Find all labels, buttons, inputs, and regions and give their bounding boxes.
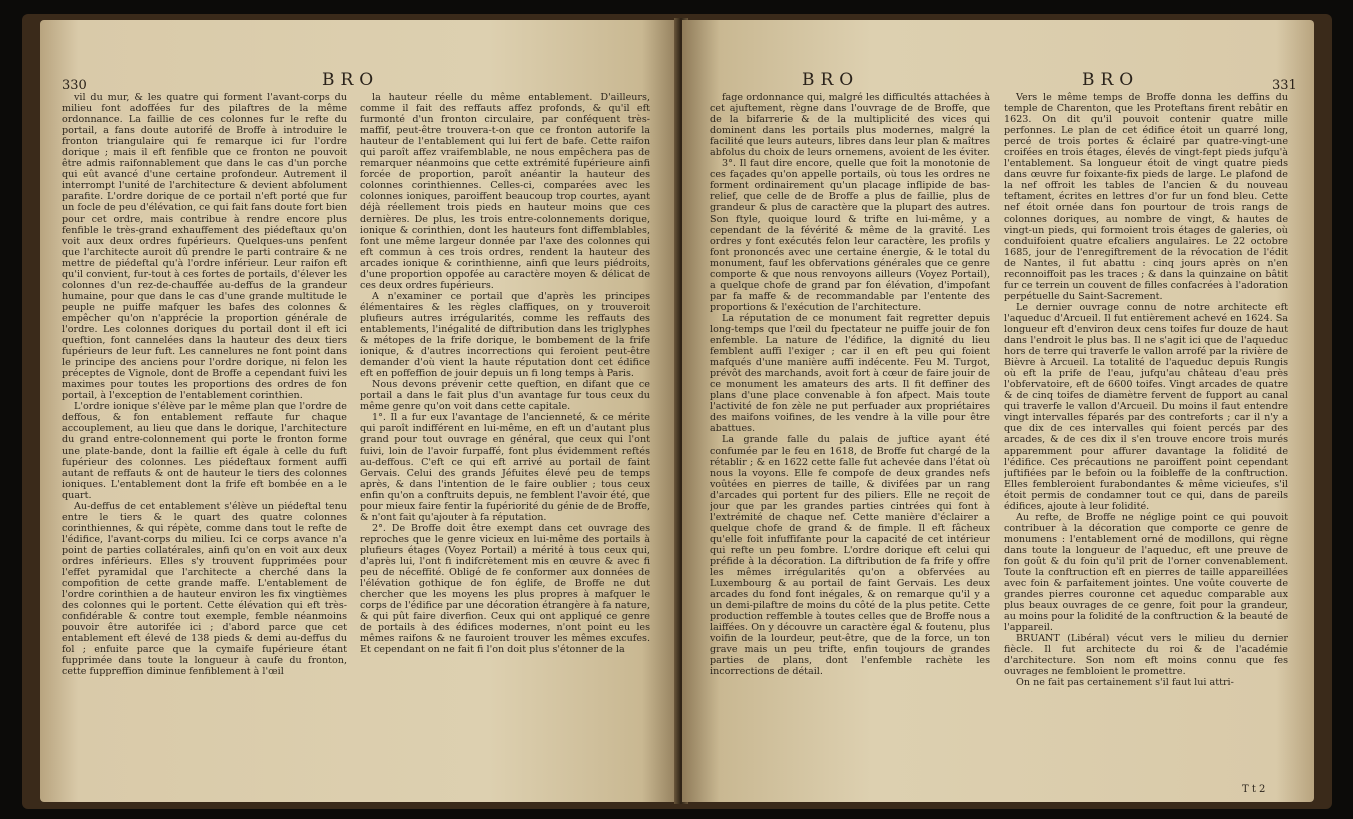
paragraph: Vers le même temps de Broffe donna les deffins du temple de Charenton, que les Proteftans firent rebâtir en 1623. On dit qu'il pouvoit contenir quatre mille perfonnes. Le plan de cet édifice étoit un quarré long, percé de trois portes & éclairé par quatre-vingt-une croifées en trois étages, élevés de vingt-fept pieds jufqu'à l'entablement. Sa longueur étoit de vingt quatre pieds dans œuvre fur foixante-fix pieds de large. Le plafond de la nef offroit les tables de l'ancien & du nouveau teftament, écrites en lettres d'or fur un fond bleu. Cette nef étoit ornée dans fon pourtour de trois rangs de colonnes doriques, au nombre de vingt, & hautes de vingt-un pieds, qui formoient trois étages de galeries, où conduifoient quatre efcaliers angulaires. Le 22 octobre 1685, jour de l'enregiftrement de la révocation de l'édit de Nantes, il fut abattu : cinq jours après on n'en reconnoiffoit pas les traces ; & dans la quinzaine on bâtit fur ce terrein un couvent de filles confacrées à l'adoration perpétuelle du Saint-Sacrement. (1004, 92, 1288, 302)
running-header-right-a: BRO (802, 70, 860, 90)
paragraph: 2°. De Broffe doit être exempt dans cet ouvrage des reproches que le genre vicieux en lui-même des portails à plufieurs étages (Voyez Portail) a mérité à tous ceux qui, d'après lui, l'ont fi indifcrètement mis en œuvre & avec fi peu de néceffité. Obligé de fe conformer aux données de l'élévation gothique de fon églife, de Broffe ne dut chercher que les moyens les plus propres à mafquer le corps de l'édifice par une décoration étrangère à fa nature, & qui pût faire diverfion. Ceux qui ont appliqué ce genre de portails à des édifices modernes, n'ont point eu les mêmes raifons & ne fauroient trouver les mêmes excufes. Et cependant on ne fait fi l'on doit plus s'étonner de la (360, 522, 650, 656)
paragraph: L'ordre ionique s'élève par le même plan que l'ordre de deffous, & fon entablement reffaute fur chaque accouplement, au lieu que dans le dorique, l'architecture du grand entre-colonnement qui porte le fronton forme une plate-bande, dont la faillie eft égale à celle du fuft fupérieur des colonnes. Les piédeftaux forment auffi autant de reffauts & ont de hauteur le tiers des colonnes ioniques. L'entablement dont la frife eft bombée en a le quart. (62, 401, 347, 501)
paragraph: 3°. Il faut dire encore, quelle que foit la monotonie de ces façades qu'on appelle portails, où tous les ordres ne forment ordinairement qu'un placage inflipide de bas-relief, que celle de de Broffe a plus de faillie, plus de grandeur & plus de caractère que la plupart des autres. Son ftyle, quoique lourd & trifte en lui-même, y a cependant de la févérité & même de la gravité. Les ordres y font exécutés felon leur caractère, les profils y font prononcés avec une certaine énergie, & le total du monument, fauf les obfervations générales que ce genre comporte & que nous renvoyons ailleurs (Voyez Portail), a quelque chofe de grand par fon élévation, d'impofant par fa maffe & de recommandable par l'entente des proportions & l'exécution de l'architecture. (710, 158, 990, 313)
paragraph: A n'examiner ce portail que d'après les principes élémentaires & les règles claffiques, on y trouveroit plufieurs autres irrégularités, comme les reffauts des entablements, l'inégalité de diftribution dans les triglyphes & métopes de la frife dorique, le bombement de la frife ionique, & d'autres incorrections qui feroient peut-être demander d'où vient la haute réputation dont cet édifice eft en poffeffion de jouir depuis un fi long temps à Paris. (360, 290, 650, 380)
paragraph: Le dernier ouvrage connu de notre architecte eft l'aqueduc d'Arcueil. Il fut entièrement achevé en 1624. Sa longueur eft d'environ deux cens toifes fur douze de haut dans l'endroit le plus bas. Il ne s'agit ici que de l'aqueduc hors de terre qui traverfe le vallon arrofé par la rivière de Bièvre à Arcueil. La totalité de l'aqueduc depuis Rungis où eft la prife de l'eau, jufqu'au château d'eau près l'obfervatoire, eft de 6600 toifes. Vingt arcades de quatre & de cinq toifes de diamètre fervent de fupport au canal qui traverfe le vallon d'Arcueil. Du moins il faut entendre vingt intervalles féparés par des contreforts ; car il n'y a que dix de ces intervalles qui foient percés par des arcades, & de ces dix il s'en trouve encore trois murés apparemment pour affurer davantage la folidité de l'édifice. Ces précautions ne paroiffent point cependant juftifiées par le befoin ou la foibleffe de la conftruction. Elles fembleroient furabondantes & même vicieufes, s'il étoit permis de condamner tout ce qui, dans de pareils édifices, ajoute à leur folidité. (1004, 301, 1288, 512)
left-column-2 (360, 92, 650, 782)
paragraph: la hauteur réelle du même entablement. D'ailleurs, comme il fait des reffauts affez profonds, & qu'il eft furmonté d'un fronton circulaire, par conféquent très-maffif, peut-être trouvera-t-on que ce fronton autorife la hauteur de l'entablement qui lui fert de bafe. Cette raifon qui paroît affez vraifemblable, ne nous empêchera pas de remarquer néanmoins que cette extrémité fupérieure ainfi forcée de proportion, paroît anéantir la hauteur des colonnes corinthiennes. Celles-ci, comparées avec les colonnes ioniques, paroiffent beaucoup trop courtes, ayant déjà réellement trois pieds en hauteur moins que ces dernières. De plus, les trois entre-colonnements dorique, ionique & corinthien, dont les hauteurs font diffemblables, font une même largeur donnée par l'axe des colonnes qui eft commun à ces trois ordres, rendent la hauteur des arcades ionique & corinthienne, ainfi que leurs piédroits, d'une proportion oppofée au caractère moyen & délicat de ces deux ordres fupérieurs. (360, 92, 650, 291)
paragraph: On ne fait pas certainement s'il faut lui attri- (1016, 677, 1234, 689)
right-column-1 (710, 92, 990, 782)
left-page (40, 20, 680, 802)
running-header-left: BRO (322, 70, 380, 90)
left-column-1 (62, 92, 347, 782)
right-page (682, 20, 1314, 802)
right-column-2 (1004, 92, 1288, 782)
paragraph: Au refte, de Broffe ne néglige point ce qui pouvoit contribuer à la décoration que comporte ce genre de monumens : l'entablement orné de modillons, qui règne dans toute la longueur de l'aqueduc, eft une preuve de fon goût & du foin qu'il prit de l'orner convenablement. Toute la conftruction eft en pierres de taille appareillées avec foin & parfaitement jointes. Une voûte couverte de grandes pierres couronne cet aqueduc comparable aux plus beaux ouvrages de ce genre, foit pour la grandeur, au moins pour la folidité de la conftruction & la beauté de l'appareil. (1004, 511, 1288, 634)
paragraph: BRUANT (Libéral) vécut vers le milieu du dernier fiècle. Il fut architecte du roi & de l'académie d'architecture. Son nom eft moins connu que fes ouvrages ne fembloient le promettre. (1004, 633, 1288, 678)
page-number-right: 331 (1272, 78, 1297, 93)
book-spread (22, 14, 1332, 809)
paragraph: fage ordonnance qui, malgré les difficultés attachées à cet ajuftement, règne dans l'ouvrage de de Broffe, que de la bifarrerie & de la multiplicité des vices qui dominent dans les portails plus modernes, malgré la facilité que leurs auteurs, libres dans leur plan & maîtres abfolus du choix de leurs ornemens, avoient de les éviter. (710, 92, 990, 159)
paragraph: 1°. Il a fur eux l'avantage de l'ancienneté, & ce mérite qui paroît indifférent en lui-même, en eft un d'autant plus grand pour tout ouvrage en général, que ceux qui l'ont fuivi, loin de l'avoir furpaffé, font plus évidemment reftés au-deffous. C'eft ce qui eft arrivé au portail de faint Gervais. Celui des grands Jéfuites élevé peu de temps après, & dans l'intention de le faire oublier ; tous ceux enfin qu'on a conftruits depuis, ne femblent l'avoir été, que pour mieux faire fentir la fupériorité du génie de de Broffe, & n'ont fait qu'ajouter à fa réputation. (360, 412, 650, 523)
paragraph: La grande falle du palais de juftice ayant été confumée par le feu en 1618, de Broffe fut chargé de la rétablir ; & en 1622 cette falle fut achevée dans l'état où nous la voyons. Elle fe compofe de deux grandes nefs voûtées en pierres de taille, & divifées par un rang d'arcades qui portent fur des piliers. Elle ne reçoit de jour que par les grandes parties cintrées qui font à l'extrémité de chaque nef. Cette manière d'éclairer a quelque chofe de grand & de fimple. Il eft fâcheux qu'elle foit infuffifante pour la capacité de cet intérieur qui refte un peu fombre. L'ordre dorique eft celui qui préfide à la décoration. La diftribution de fa frife y offre les mêmes irrégularités qu'on a obfervées au Luxembourg & au portail de faint Gervais. Les deux arcades du fond font inégales, & on remarque qu'il y a un demi-pilaftre de moins du côté de la plus petite. Cette production reffemble à toutes celles que de Broffe nous a laiffées. On y découvre un caractère égal & foutenu, plus voifin de la lourdeur, peut-être, que de la force, un ton grave mais un peu trifte, enfin toujours de grandes parties de plans, dont l'enfemble rachète les incorrections de détail. (710, 434, 990, 678)
paragraph: vil du mur, & les quatre qui forment l'avant-corps du milieu font adoffées fur des pilaftres de la même ordonnance. La faillie de ces colonnes fur le refte du portail, a fans doute autorifé de Broffe à introduire le fronton triangulaire qui fe remarque ici fur l'ordre dorique ; mais il eft fenfible que ce fronton ne pouvoit être admis raifonnablement que dans le cas d'un porche qui eût avancé d'une certaine profondeur. Autrement il interrompt l'unité de l'architecture & devient abfolument parafite. L'ordre dorique de ce portail n'eft porté que fur un focle de peu d'élévation, ce qui fait fans doute fort bien pour cet ordre, mais contribue à rendre encore plus fenfible le très-grand exhauffement des piédeftaux qu'on voit aux deux ordres fupérieurs. Quelques-uns penfent que l'architecte auroit dû prendre le parti contraire & ne mettre de piédeftal qu'à l'ordre inférieur. Leur raifon eft qu'il convient, fur-tout à ces fortes de portails, d'élever les colonnes d'un rez-de-chauffée au-deffus de la grandeur humaine, pour que dans le cas d'une grande multitude le peuple ne puiffe mafquer les bafes des colonnes & empêcher qu'on n'apprécie la proportion générale de l'ordre. Les colonnes doriques du portail dont il eft ici queftion, font cannelées dans la hauteur des deux tiers fupérieurs de leur fuft. Les cannelures ne font point dans le principe des anciens pour l'ordre dorique, ni felon les préceptes de Vignole, dont de Broffe a cependant fuivi les maximes pour toutes les proportions des ordres de fon portail, à l'exception de l'entablement corinthien. (62, 92, 347, 402)
paragraph: La réputation de ce monument fait regretter depuis long-temps que l'œil du fpectateur ne puiffe jouir de fon enfemble. La nature de l'édifice, la dignité du lieu femblent auffi l'exiger ; car il en eft peu qui foient mafqués d'une manière auffi indécente. Feu M. Turgot, prévôt des marchands, avoit fort à cœur de faire jouir de ce monument les amateurs des arts. Il fit deffiner des plans d'une place convenable à fon afpect. Mais toute l'activité de fon zèle ne put perfuader aux propriétaires des maifons voifines, de les vendre à la ville pour être abattues. (710, 312, 990, 435)
paragraph: Nous devons prévenir cette queftion, en difant que ce portail a dans le fait plus d'un avantage fur tous ceux du même genre qu'on voit dans cette capitale. (360, 379, 650, 413)
running-header-right-b: BRO (1082, 70, 1140, 90)
paragraph: Au-deffus de cet entablement s'élève un piédeftal tenu entre le tiers & le quart des quatre colonnes corinthiennes, & qui répète, comme dans tout le refte de l'édifice, l'avant-corps du milieu. Ici ce corps avance n'a point de parties collatérales, ainfi qu'on en voit aux deux ordres inférieurs. Elles s'y trouvent fupprimées pour l'effet pyramidal que l'architecte a cherché dans la compofition de cette grande maffe. L'entablement de l'ordre corinthien a de hauteur environ les fix vingtièmes des colonnes qui le portent. Cette élévation qui eft très-confidérable & contre tout exemple, femble néanmoins pouvoir être autorifée ici ; d'abord parce que cet entablement eft élevé de 138 pieds & demi au-deffus du fol ; enfuite parce que la cymaife fupérieure étant fupprimée dans toute la longueur à caufe du fronton, cette fuppreffion diminue fenfiblement à l'œil (62, 500, 347, 678)
page-number-left: 330 (62, 78, 87, 93)
signature-mark: T t 2 (1242, 784, 1266, 795)
